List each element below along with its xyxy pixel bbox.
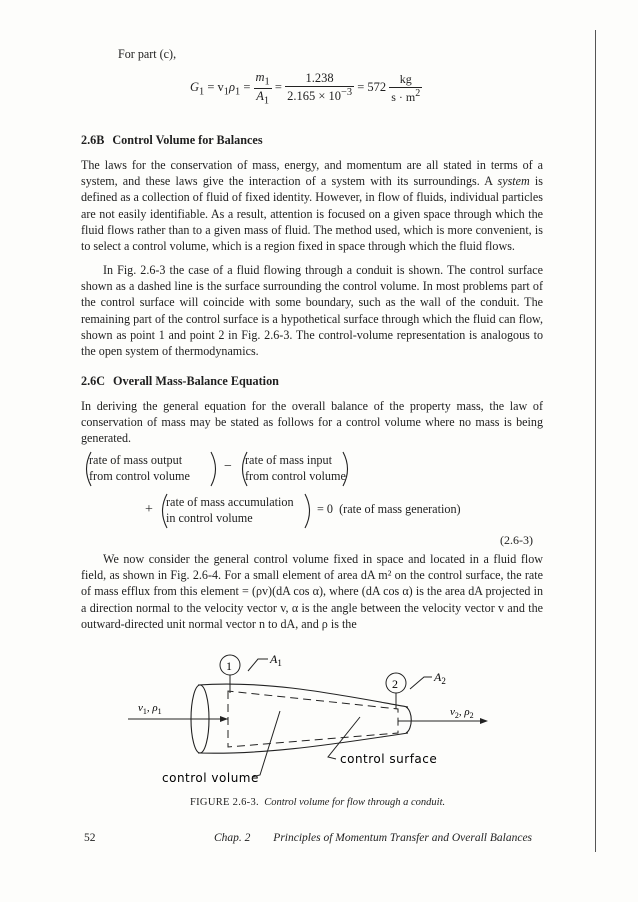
term3-line2: in control volume <box>166 511 253 525</box>
equation-number: (2.6-3) <box>500 533 533 547</box>
outlet-arrow-icon <box>480 718 488 724</box>
A2-leader <box>410 677 432 689</box>
inlet-arrow-icon <box>220 716 228 722</box>
term3-line1: rate of mass accumulation <box>166 495 294 509</box>
right-paren-icon <box>209 450 221 488</box>
A2-label: $A_2$ <box>434 670 446 686</box>
footer-chapter: Chap. 2 <box>214 832 251 844</box>
section-heading-2-6B <box>81 133 263 148</box>
figure-caption <box>190 797 445 808</box>
rhs-zero-generation: = 0 (rate of mass generation) <box>317 502 461 516</box>
caption-prefix: FIGURE 2.6-3. <box>190 797 259 808</box>
minus-sign: − <box>224 459 232 474</box>
exit-cross-section <box>406 707 411 733</box>
paragraph-control-surface: In Fig. 2.6-3 the case of a fluid flowing through a conduit is shown. The control surface shown as a dashed line is the surface surrounding the control volume. In most problems part of the control surface will coincide with some boundary, such as the wall of the conduit. The remaining part of the control surface is a hypothetical surface through which the fluid can flow, shown as point 1 and point 2 in Fig. 2.6-3. The control-volume representation is analogous to the open system of thermodynamics. <box>81 263 543 359</box>
section-number: 2.6C <box>81 374 106 388</box>
footer-chapter-title: Principles of Momentum Transfer and Overall Balances <box>273 832 533 844</box>
A1-leader <box>248 659 268 671</box>
eq-lhs: G <box>190 79 200 94</box>
eq-sign: = <box>243 79 251 94</box>
running-footer <box>214 832 532 844</box>
control-volume-label: control volume <box>162 771 259 785</box>
figure-control-volume <box>110 645 500 795</box>
point-1-label: 1 <box>226 659 232 673</box>
conduit-bottom-wall <box>198 733 408 753</box>
eq-mid: = v <box>207 79 224 94</box>
paragraph-general-control-volume: We now consider the general control volume fixed in space and located in a fluid flow field, as shown in Fig. 2.6-4. For a small element of area dA m² on the control surface, the rate of mass efflux from this element = (ρv)(dA cos α), where (dA cos α) is the area dA projected in a direction normal to the velocity vector v, α is the angle between the velocity vector v and the outward-directed unit normal vector n to dA, and ρ is the <box>81 552 543 631</box>
caption-text: Control volume for flow through a conduit. <box>264 797 446 808</box>
eq-unit: $\frac{kg}{s \cdot m^2}$ <box>391 71 421 104</box>
page-number: 52 <box>84 832 96 844</box>
eq-fraction-numeric: $\frac{1.238}{2.165 \times 10^{-3}}$ <box>287 71 353 104</box>
section-heading-2-6C <box>81 374 279 389</box>
eq-lhs-sub: 1 <box>199 86 205 98</box>
right-paren-icon <box>303 492 315 530</box>
paragraph-system-definition: The laws for the conservation of mass, energy, and momentum are all stated in terms of a system, and these laws give the interaction of a system with its surroundings. A system is defined as a collection of fluid of fixed identity. However, in flow of fluids, individual particles are not easily identifiable. As a result, attention is focused on a given space through which the fluid flows rather than to a given mass of fluid. The method used, which is more convenient, is to select a control volume, which is a region fixed in space through which the fluid flows. <box>81 158 543 254</box>
eq-sign-2: = <box>274 79 282 94</box>
term-system: system <box>497 174 530 189</box>
term1-line2: from control volume <box>89 469 190 483</box>
word-equation-mass-balance <box>81 450 551 550</box>
right-paren-icon <box>341 450 353 488</box>
control-surface-label: control surface <box>340 752 438 766</box>
term2-line1: rate of mass input <box>245 453 332 467</box>
eq-rho: ρ <box>229 79 235 94</box>
v1-rho1-label: $v_1$, $\rho_1$ <box>138 702 162 716</box>
section-title: Overall Mass-Balance Equation <box>113 374 279 388</box>
eq-mid-sub: 1 <box>223 86 229 98</box>
plus-sign: + <box>145 502 153 517</box>
margin-rule <box>595 30 596 852</box>
eq-fraction-m-over-A: $\frac{m_1}{A_1}$ <box>255 70 270 106</box>
paragraph-mass-conservation: In deriving the general equation for the overall balance of the property mass, the law of conservation of mass may be stated as follows for a control volume where no mass is being generated. <box>81 399 543 446</box>
point-2-label: 2 <box>392 677 398 691</box>
term1-line1: rate of mass output <box>89 453 183 467</box>
A1-label: $A_1$ <box>270 652 282 668</box>
section-title: Control Volume for Balances <box>112 133 263 147</box>
v2-rho2-label: $v_2$, $\rho_2$ <box>450 706 474 720</box>
eq-result: = 572 <box>357 79 387 94</box>
equation-G1 <box>190 70 422 106</box>
part-c-label: For part (c), <box>118 47 177 61</box>
section-number: 2.6B <box>81 133 105 147</box>
term2-line2: from control volume <box>245 469 346 483</box>
eq-rho-sub: 1 <box>235 86 241 98</box>
